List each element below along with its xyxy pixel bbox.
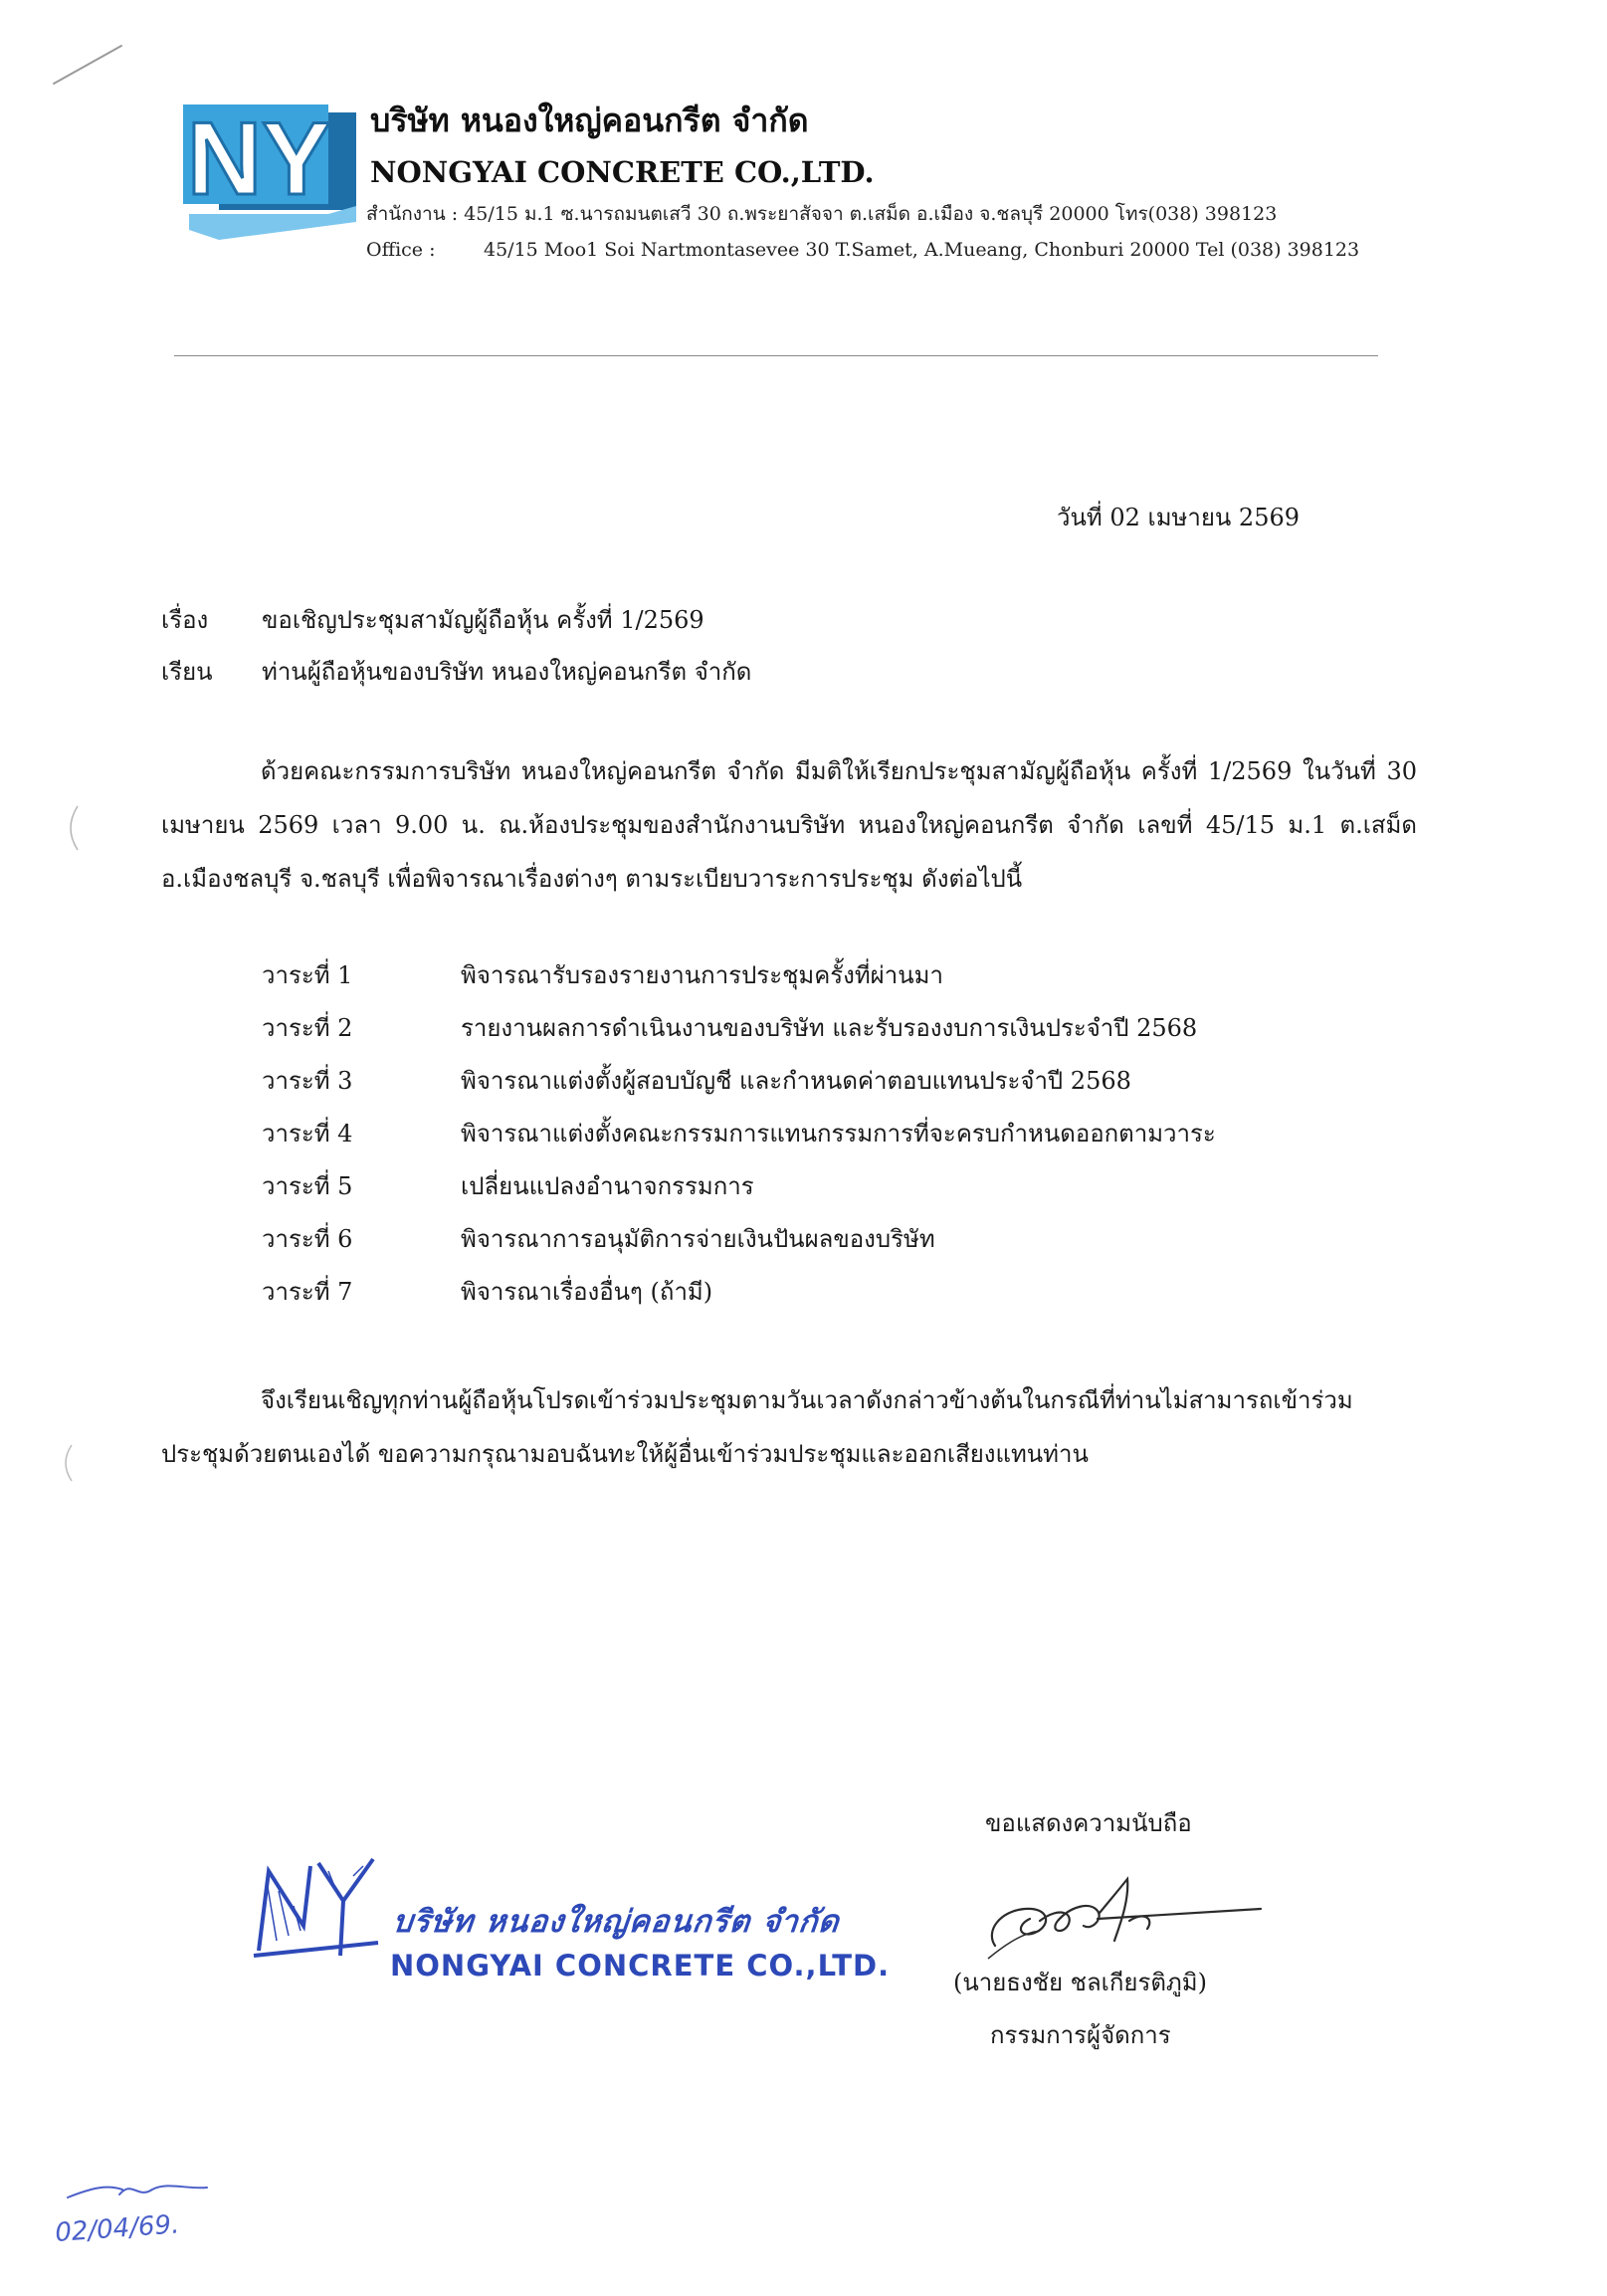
logo-text: NY [187, 102, 331, 217]
intro-paragraph: ด้วยคณะกรรมการบริษัท หนองใหญ่คอนกรีต จำกัด มีมติให้เรียกประชุมสามัญผู้ถือหุ้น ครั้งที่ 1/2569 ในวันที่ 30 เมษายน 2569 เวลา 9.00 น. ณ.ห้องประชุมของสำนักงานบริษัท หนองใหญ่คอนกรีต จำกัด เลขที่ 45/15 ม.1 ต.เสม็ด อ.เมืองชลบุรี จ.ชลบุรี เพื่อพิจารณาเรื่องต่างๆ ตามระเบียบวาระการประชุม ดังต่อไปนี้ [161, 757, 1417, 893]
company-logo [179, 95, 358, 244]
agenda-text: รายงานผลการดำเนินงานของบริษัท และรับรองงบการเงินประจำปี 2568 [461, 1014, 1198, 1042]
signer-name: (นายธงชัย ชลเกียรติภูมิ) [953, 1969, 1207, 1996]
subject-text: ขอเชิญประชุมสามัญผู้ถือหุ้น ครั้งที่ 1/2569 [262, 606, 704, 634]
letter-date: วันที่ 02 เมษายน 2569 [1057, 504, 1300, 531]
stamp-logo [249, 1851, 388, 1966]
agenda-item [262, 955, 1257, 1008]
pen-stroke-mark [48, 40, 127, 90]
company-address-thai: สำนักงาน : 45/15 ม.1 ซ.นารถมนตเสวี 30 ถ.พระยาสัจจา ต.เสม็ด อ.เมือง จ.ชลบุรี 20000 โทร(038) 398123 [366, 203, 1278, 225]
agenda-item [262, 1166, 1257, 1219]
agenda-item [262, 1061, 1257, 1114]
agenda-text: พิจารณาเรื่องอื่นๆ (ถ้ามี) [461, 1278, 713, 1306]
agenda-number: วาระที่ 5 [262, 1172, 353, 1200]
agenda-list [262, 955, 1257, 1325]
agenda-number: วาระที่ 6 [262, 1225, 353, 1253]
company-address-english [366, 239, 1359, 261]
letterhead-divider [174, 355, 1378, 356]
agenda-text: พิจารณาแต่งตั้งคณะกรรมการแทนกรรมการที่จะครบกำหนดออกตามวาระ [461, 1120, 1216, 1148]
office-address: 45/15 Moo1 Soi Nartmontasevee 30 T.Samet, A.Mueang, Chonburi 20000 Tel (038) 398123 [484, 239, 1360, 261]
stamp-company-name-english: NONGYAI CONCRETE CO.,LTD. [390, 1949, 891, 1983]
agenda-number: วาระที่ 4 [262, 1120, 353, 1148]
agenda-text: พิจารณาการอนุมัติการจ่ายเงินปันผลของบริษัท [461, 1225, 935, 1253]
agenda-number: วาระที่ 2 [262, 1014, 353, 1042]
agenda-item [262, 1219, 1257, 1272]
agenda-number: วาระที่ 3 [262, 1067, 353, 1095]
regards-text: ขอแสดงความนับถือ [985, 1809, 1192, 1837]
agenda-item [262, 1272, 1257, 1325]
office-label: Office : [366, 239, 436, 261]
recipient-label: เรียน [161, 658, 213, 686]
agenda-number: วาระที่ 1 [262, 961, 353, 989]
signer-position: กรรมการผู้จัดการ [990, 2021, 1171, 2049]
agenda-text: เปลี่ยนแปลงอำนาจกรรมการ [461, 1172, 754, 1200]
agenda-item [262, 1008, 1257, 1061]
stamp-company-name-thai: บริษัท หนองใหญ่คอนกรีต จำกัด [391, 1904, 842, 1940]
company-name-thai: บริษัท หนองใหญ่คอนกรีต จำกัด [370, 102, 809, 139]
handwritten-date: 02/04/69. [54, 2209, 181, 2248]
agenda-number: วาระที่ 7 [262, 1278, 353, 1306]
agenda-text: พิจารณารับรองรายงานการประชุมครั้งที่ผ่านมา [461, 961, 943, 989]
company-name-english: NONGYAI CONCRETE CO.,LTD. [370, 155, 875, 189]
punch-hole-shadow [62, 804, 82, 852]
handwritten-date-note [48, 2160, 247, 2269]
recipient-text: ท่านผู้ถือหุ้นของบริษัท หนองใหญ่คอนกรีต จำกัด [262, 658, 752, 686]
signature [980, 1871, 1269, 1966]
agenda-text: พิจารณาแต่งตั้งผู้สอบบัญชี และกำหนดค่าตอบแทนประจำปี 2568 [461, 1067, 1131, 1095]
closing-paragraph: จึงเรียนเชิญทุกท่านผู้ถือหุ้นโปรดเข้าร่วมประชุมตามวันเวลาดังกล่าวข้างต้นในกรณีที่ท่านไม่สามารถเข้าร่วมประชุมด้วยตนเองได้ ขอความกรุณามอบฉันทะให้ผู้อื่นเข้าร่วมประชุมและออกเสียงแทนท่าน [161, 1386, 1353, 1468]
agenda-item [262, 1114, 1257, 1166]
subject-label: เรื่อง [161, 606, 209, 634]
punch-hole-shadow [58, 1443, 76, 1483]
